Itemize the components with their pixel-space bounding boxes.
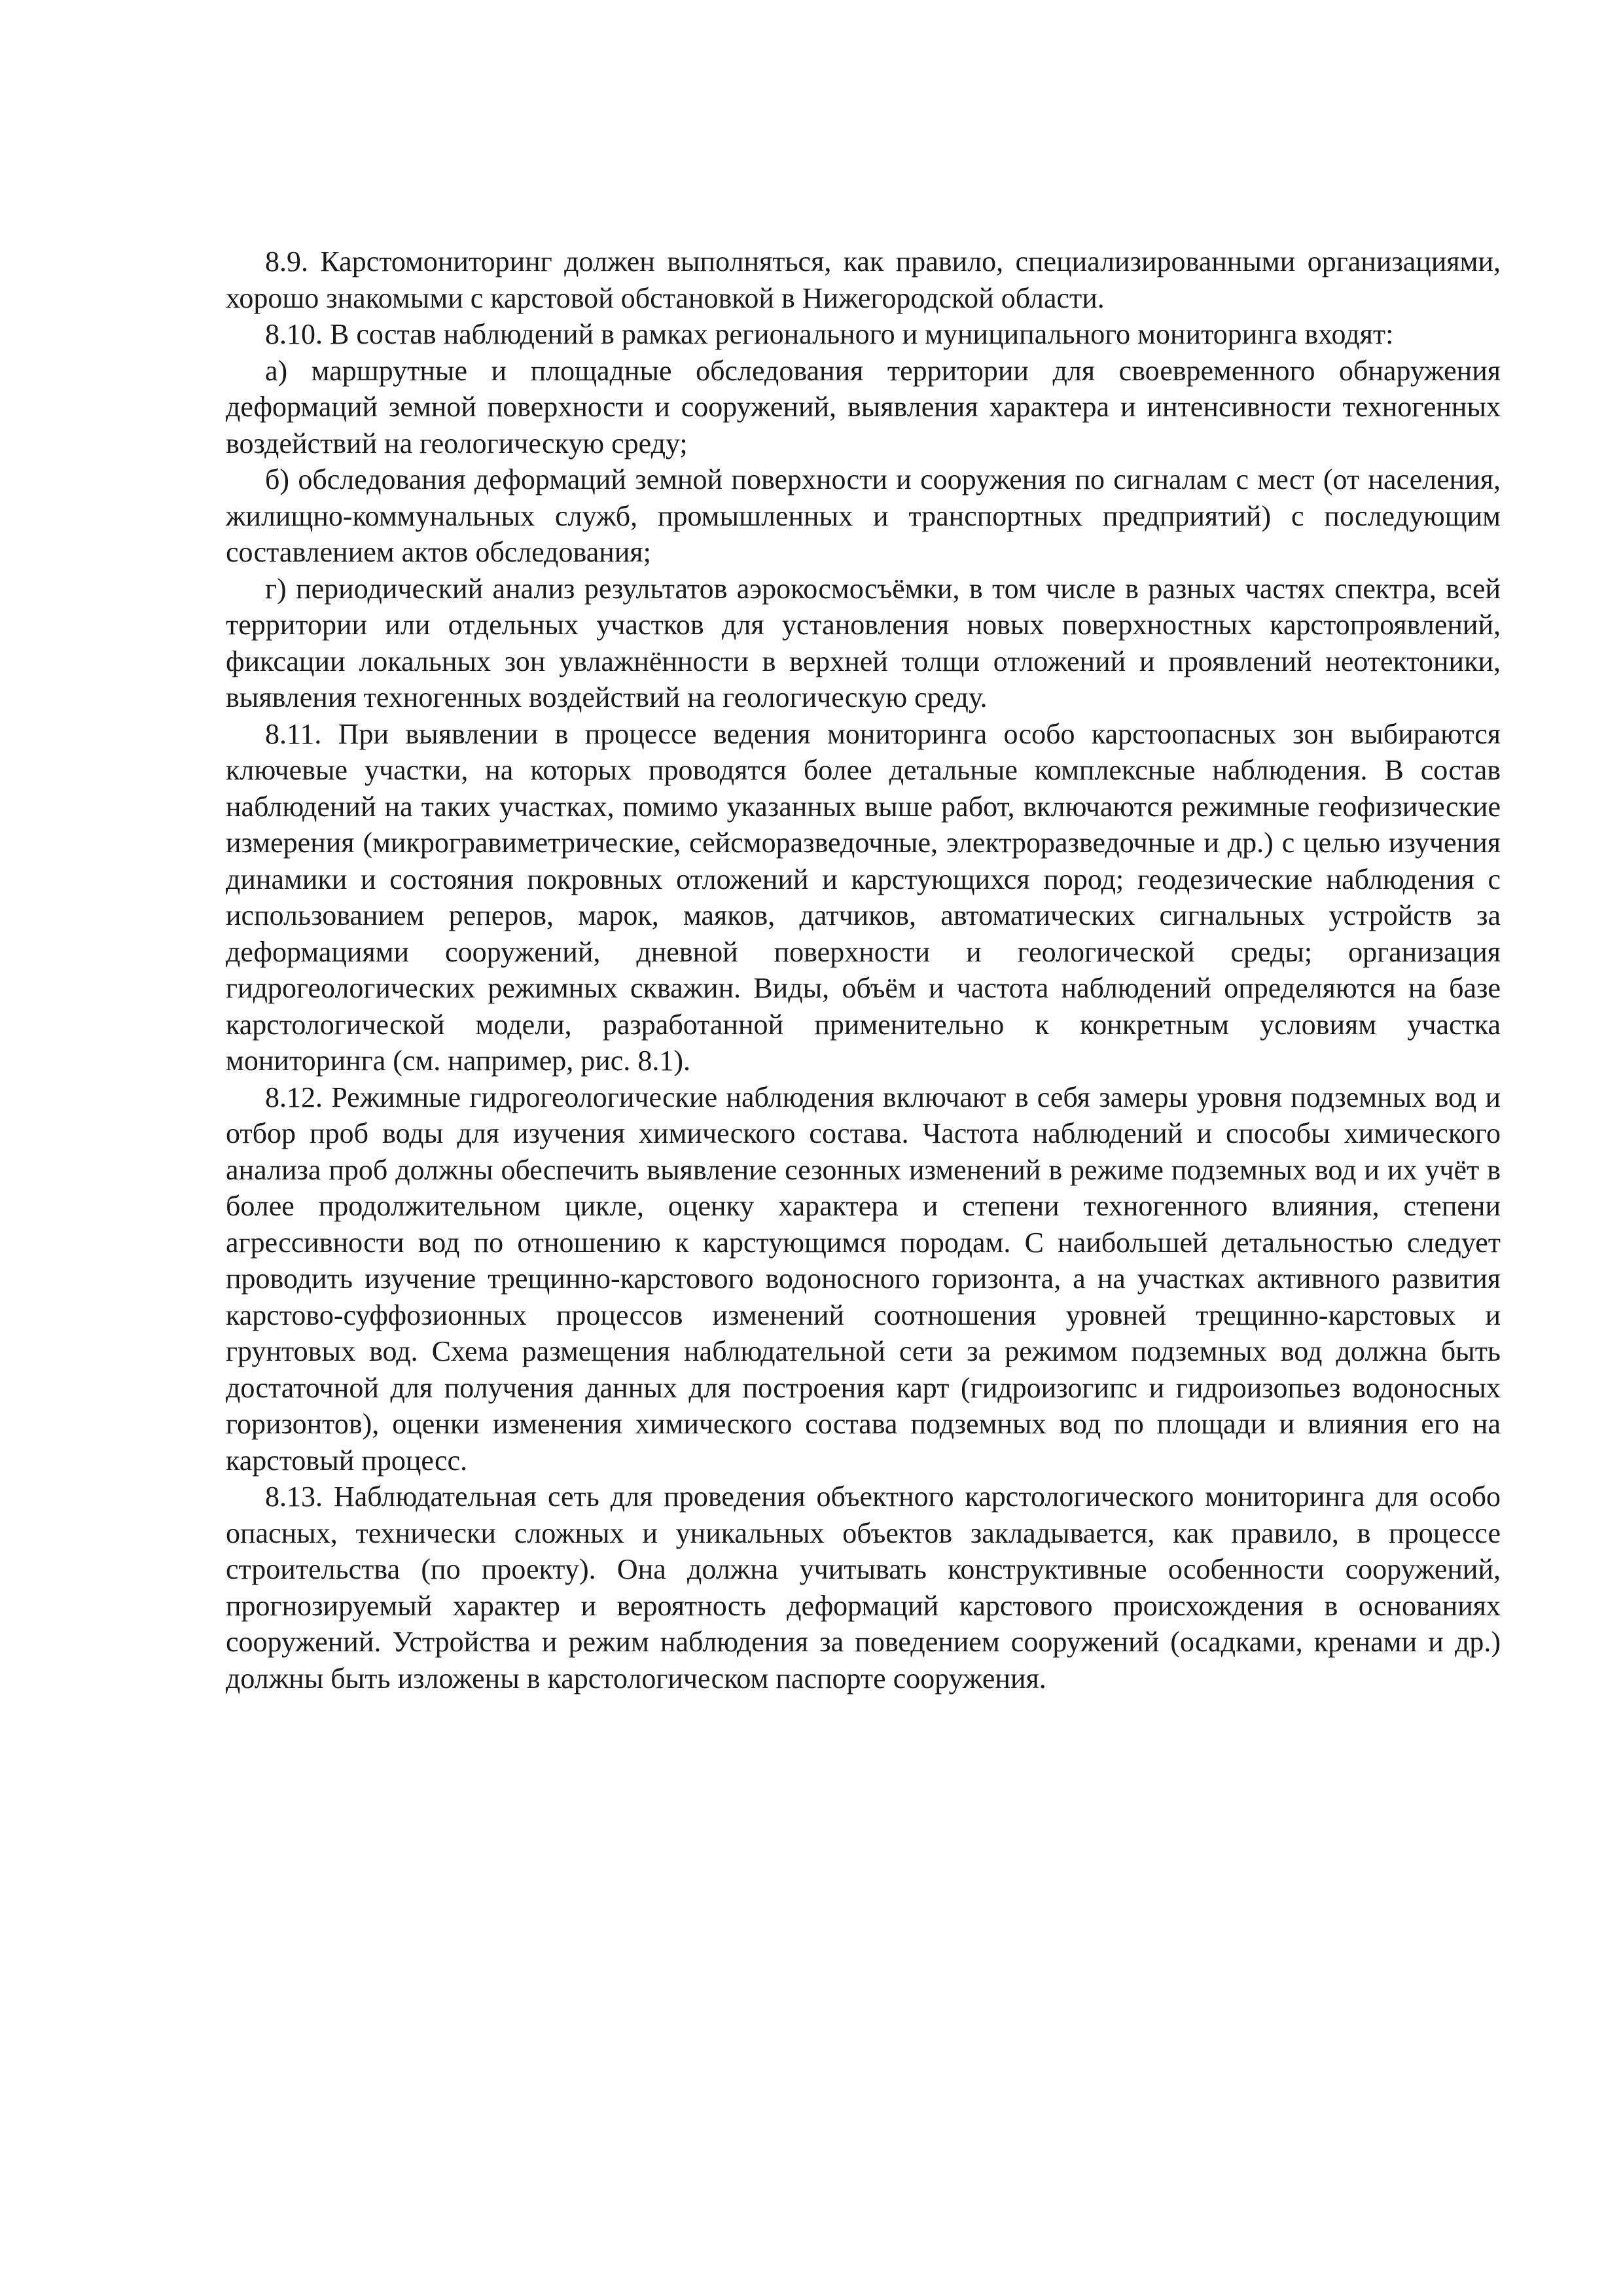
paragraph-8-11: 8.11. При выявлении в процессе ведения мониторинга особо карстоопасных зон выбираются ключевые участки, на которых проводятся более детальные комплексные наблюдения. В состав наблюдений на таких участках, помимо указанных выше работ, включаются режимные геофизические измерения (микрогравиметрические, сейсморазведочные, электроразведочные и др.) с целью изучения динамики и состояния покровных отложений и карстующихся пород; геодезические наблюдения с использованием реперов, марок, маяков, датчиков, автоматических сигнальных устройств за деформациями сооружений, дневной поверхности и геологической среды; организация гидрогеологических режимных скважин. Виды, объём и частота наблюдений определяются на базе карстологической модели, разработанной применительно к конкретным условиям участка мониторинга (см. например, рис. 8.1). — [226, 717, 1501, 1077]
paragraph-8-10-item-g: г) периодический анализ результатов аэрокосмосъёмки, в том числе в разных частях спектра, всей территории или отдельных участков для установления новых поверхностных карстопроявлений, фиксации локальных зон увлажнённости в верхней толщи отложений и проявлений неотектоники, выявления техногенных воздействий на геологическую среду. — [226, 572, 1501, 713]
document-body — [226, 243, 1501, 1696]
paragraph-8-10-item-a: а) маршрутные и площадные обследования территории для своевременного обнаружения деформаций земной поверхности и сооружений, выявления характера и интенсивности техногенных воздействий на геологическую среду; — [226, 354, 1501, 459]
paragraph-8-10: 8.10. В состав наблюдений в рамках регионального и муниципального мониторинга входят: — [265, 318, 1394, 350]
paragraph-8-9: 8.9. Карстомониторинг должен выполняться, как правило, специализированными организациями, хорошо знакомыми с карстовой обстановкой в Нижегородской области. — [226, 245, 1501, 314]
paragraph-8-13: 8.13. Наблюдательная сеть для проведения объектного карстологического мониторинга для особо опасных, технически сложных и уникальных объектов закладывается, как правило, в процессе строительства (по проекту). Она должна учитывать конструктивные особенности сооружений, прогнозируемый характер и вероятность деформаций карстового происхождения в основаниях сооружений. Устройства и режим наблюдения за поведением сооружений (осадками, кренами и др.) должны быть изложены в карстологическом паспорте сооружения. — [226, 1480, 1501, 1695]
paragraph-8-10-item-b: б) обследования деформаций земной поверхности и сооружения по сигналам с мест (от населения, жилищно-коммунальных служб, промышленных и транспортных предприятий) с последующим составлением актов обследования; — [226, 463, 1501, 568]
paragraph-8-12: 8.12. Режимные гидрогеологические наблюдения включают в себя замеры уровня подземных вод и отбор проб воды для изучения химического состава. Частота наблюдений и способы химического анализа проб должны обеспечить выявление сезонных изменений в режиме подземных вод и их учёт в более продолжительном цикле, оценку характера и степени техногенного влияния, степени агрессивности вод по отношению к карстующимся породам. С наибольшей детальностью следует проводить изучение трещинно-карстового водоносного горизонта, а на участках активного развития карстово-суффозионных процессов изменений соотношения уровней трещинно-карстовых и грунтовых вод. Схема размещения наблюдательной сети за режимом подземных вод должна быть достаточной для получения данных для построения карт (гидроизогипс и гидроизопьез водоносных горизонтов), оценки изменения химического состава подземных вод по площади и влияния его на карстовый процесс. — [226, 1081, 1501, 1477]
